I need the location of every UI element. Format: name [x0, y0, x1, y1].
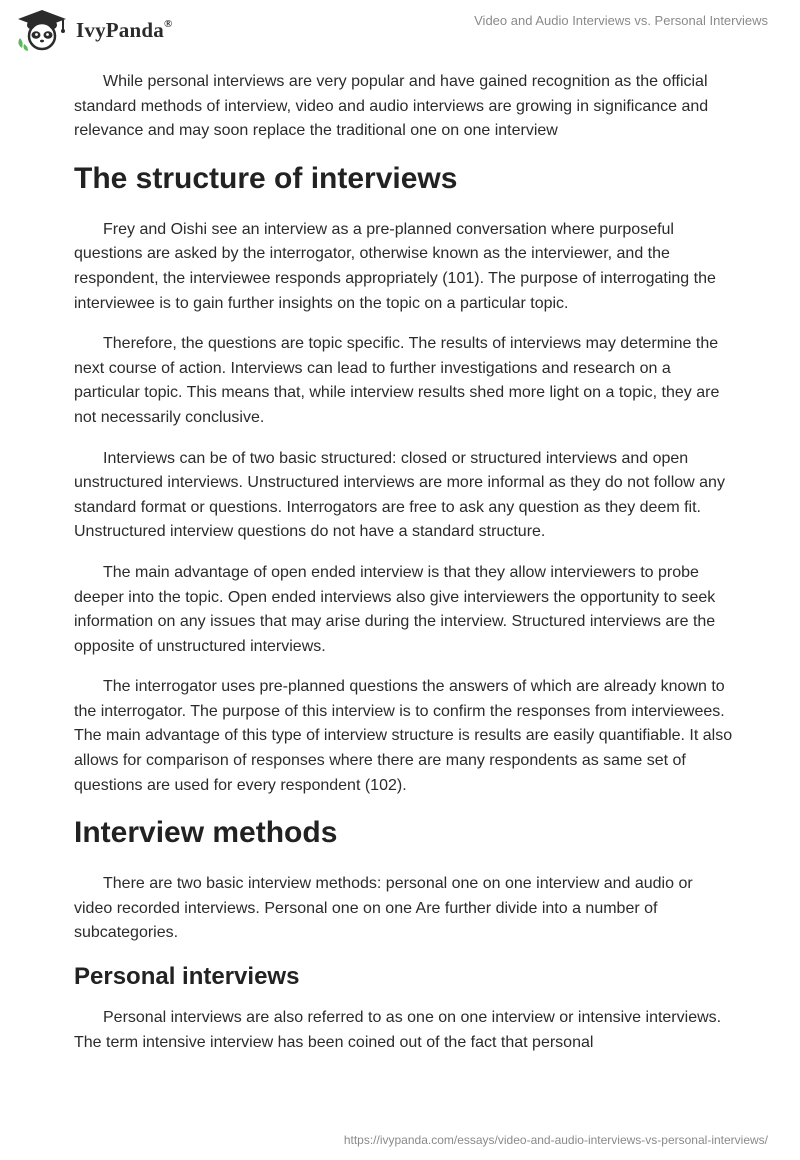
- paragraph: Interviews can be of two basic structured: closed or structured interviews and open unstructured interviews. Unstructured interviews are more informal as they do not follow any standard format or questions. Interrogators are free to ask any question as they deem fit. Unstructured interview questions do not have a standard structure.: [74, 449, 725, 541]
- paragraph: The main advantage of open ended interview is that they allow interviewers to probe deeper into the topic. Open ended interviews also give interviewers the opportunity to seek information on any issues that may arise during the interview. Structured interviews are the opposite of unstructured interviews.: [74, 563, 716, 655]
- paragraph: Therefore, the questions are topic specific. The results of interviews may determine the next course of action. Interviews can lead to further investigations and research on a particular topic. This means that, while interview results shed more light on a topic, they are not necessarily conclusive.: [74, 335, 720, 426]
- heading-interview-methods: Interview methods: [74, 816, 338, 850]
- paragraph: The interrogator uses pre-planned questions the answers of which are already known to the interrogator. The purpose of this interview is to confirm the responses from interviewees. The main advantage of this type of interview structure is results are easily quantifiable. It also allows for comparison of responses where there are many respondents as same set of questions are used for every respondent (102).: [74, 678, 733, 794]
- page-header: [0, 0, 800, 60]
- panda-icon: [14, 8, 70, 52]
- paragraph: Personal interviews are also referred to as one on one interview or intensive interviews. The term intensive interview has been coined out of the fact that personal: [74, 1009, 722, 1051]
- paragraph: There are two basic interview methods: personal one on one interview and audio or video recorded interviews. Personal one on one Are further divide into a number of subcategories.: [74, 875, 693, 942]
- ivypanda-logo[interactable]: [14, 8, 172, 52]
- paragraph-intro: While personal interviews are very popular and have gained recognition as the official standard methods of interview, video and audio interviews are growing in significance and relevance and may soon replace the traditional one on one interview: [74, 73, 709, 140]
- logo-text: IvyPanda®: [76, 17, 173, 42]
- heading-personal-interviews: Personal interviews: [74, 963, 300, 991]
- heading-structure-of-interviews: The structure of interviews: [74, 161, 458, 195]
- paragraph: Frey and Oishi see an interview as a pre-planned conversation where purposeful questions are asked by the interrogator, otherwise known as the interviewer, and the respondent, the interviewee responds appropriately (101). The purpose of interrogating the interviewee is to gain further insights on the topic on a particular topic.: [74, 220, 716, 312]
- source-url[interactable]: https://ivypanda.com/essays/video-and-audio-interviews-vs-personal-interviews/: [343, 1133, 768, 1147]
- document-title: Video and Audio Interviews vs. Personal Interviews: [474, 13, 768, 28]
- article-body: [74, 70, 734, 1071]
